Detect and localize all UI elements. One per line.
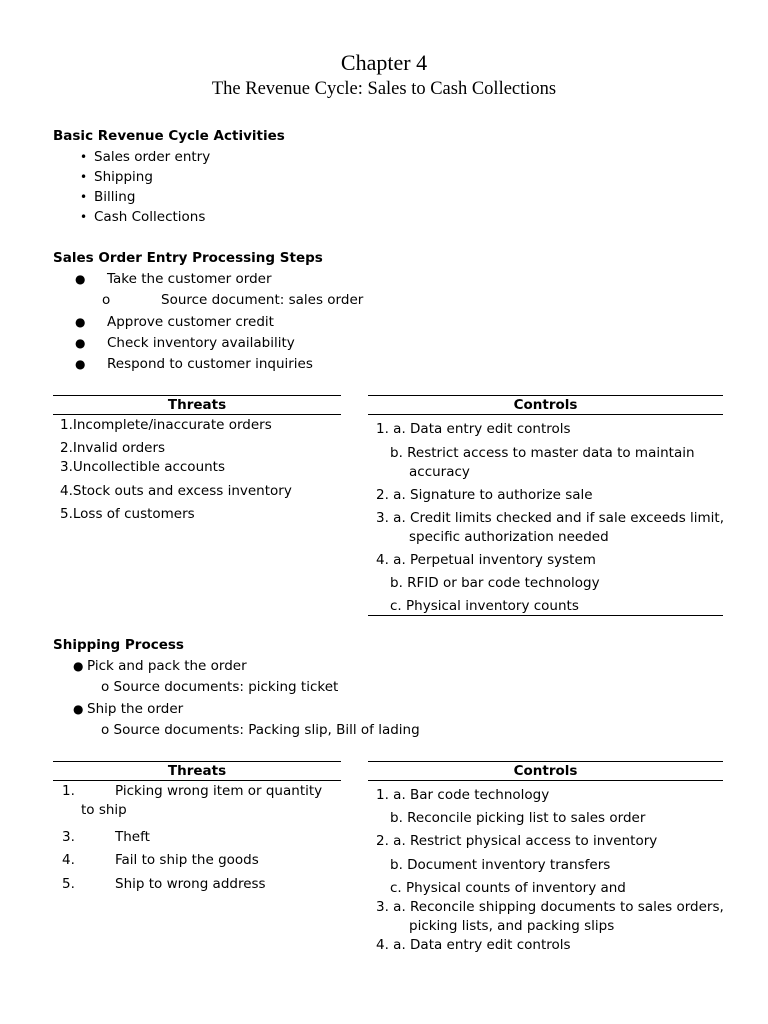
list-item: • Sales order entry xyxy=(80,149,211,165)
table-rule xyxy=(53,414,341,415)
list-item: • Billing xyxy=(80,189,136,205)
control-item: b. Document inventory transfers xyxy=(390,857,611,873)
threat-item: 3.Uncollectible accounts xyxy=(60,459,226,475)
control-item: c. Physical inventory counts xyxy=(390,598,579,614)
control-item: specific authorization needed xyxy=(409,529,609,545)
list-item: ● Approve customer credit xyxy=(75,314,274,330)
threat-number: 4. xyxy=(62,852,75,868)
table-rule xyxy=(368,615,723,616)
list-item: ● Respond to customer inquiries xyxy=(75,356,313,372)
table-rule xyxy=(53,780,341,781)
control-item: c. Physical counts of inventory and xyxy=(390,880,626,896)
threat-item: Theft xyxy=(115,829,150,845)
control-item: 4. a. Data entry edit controls xyxy=(376,937,571,953)
sub-list-item: o Source documents: Packing slip, Bill of lading xyxy=(101,722,420,738)
threat-number: 3. xyxy=(62,829,75,845)
control-item: 2. a. Signature to authorize sale xyxy=(376,487,593,503)
table-rule xyxy=(53,761,341,762)
processing-steps-heading: Sales Order Entry Processing Steps xyxy=(53,250,323,266)
list-item: • Cash Collections xyxy=(80,209,206,225)
threat-number: 1. xyxy=(62,783,75,799)
control-item: picking lists, and packing slips xyxy=(409,918,615,934)
table-rule xyxy=(53,395,341,396)
control-item: 1. a. Data entry edit controls xyxy=(376,421,571,437)
shipping-heading: Shipping Process xyxy=(53,637,184,653)
control-item: 2. a. Restrict physical access to inventory xyxy=(376,833,658,849)
control-item: b. Restrict access to master data to maintain xyxy=(390,445,695,461)
chapter-title: Chapter 4 xyxy=(340,50,428,75)
threat-item: to ship xyxy=(81,802,127,818)
control-item: 4. a. Perpetual inventory system xyxy=(376,552,596,568)
table-rule xyxy=(368,780,723,781)
threat-item: Fail to ship the goods xyxy=(115,852,259,868)
threat-item: Ship to wrong address xyxy=(115,876,266,892)
list-item: ● Ship the order xyxy=(73,701,184,717)
sub-list-item: o Source document: sales order xyxy=(102,292,364,308)
threat-item: Picking wrong item or quantity xyxy=(115,783,323,799)
control-item: 3. a. Reconcile shipping documents to sales orders, xyxy=(376,899,724,915)
control-item: 3. a. Credit limits checked and if sale exceeds limit, xyxy=(376,510,725,526)
threats-header: Threats xyxy=(167,397,227,413)
threat-item: 1.Incomplete/inaccurate orders xyxy=(60,417,272,433)
table-rule xyxy=(368,395,723,396)
table-rule xyxy=(368,761,723,762)
control-item: 1. a. Bar code technology xyxy=(376,787,550,803)
basic-activities-list xyxy=(80,148,210,226)
control-item: accuracy xyxy=(409,464,470,480)
threat-item: 5.Loss of customers xyxy=(60,506,195,522)
table-rule xyxy=(368,414,723,415)
threat-item: 4.Stock outs and excess inventory xyxy=(60,483,292,499)
list-item: • Shipping xyxy=(80,169,153,185)
threats-header: Threats xyxy=(167,763,227,779)
controls-header: Controls xyxy=(513,763,578,779)
basic-activities-heading: Basic Revenue Cycle Activities xyxy=(53,128,285,144)
control-item: b. RFID or bar code technology xyxy=(390,575,600,591)
threat-item: 2.Invalid orders xyxy=(60,440,166,456)
list-item: ● Check inventory availability xyxy=(75,335,295,351)
controls-header: Controls xyxy=(513,397,578,413)
list-item: ● Pick and pack the order xyxy=(73,658,247,674)
list-item: ● Take the customer order xyxy=(75,271,272,287)
threat-number: 5. xyxy=(62,876,75,892)
chapter-subtitle: The Revenue Cycle: Sales to Cash Collections xyxy=(211,79,557,99)
control-item: b. Reconcile picking list to sales order xyxy=(390,810,646,826)
sub-list-item: o Source documents: picking ticket xyxy=(101,679,339,695)
